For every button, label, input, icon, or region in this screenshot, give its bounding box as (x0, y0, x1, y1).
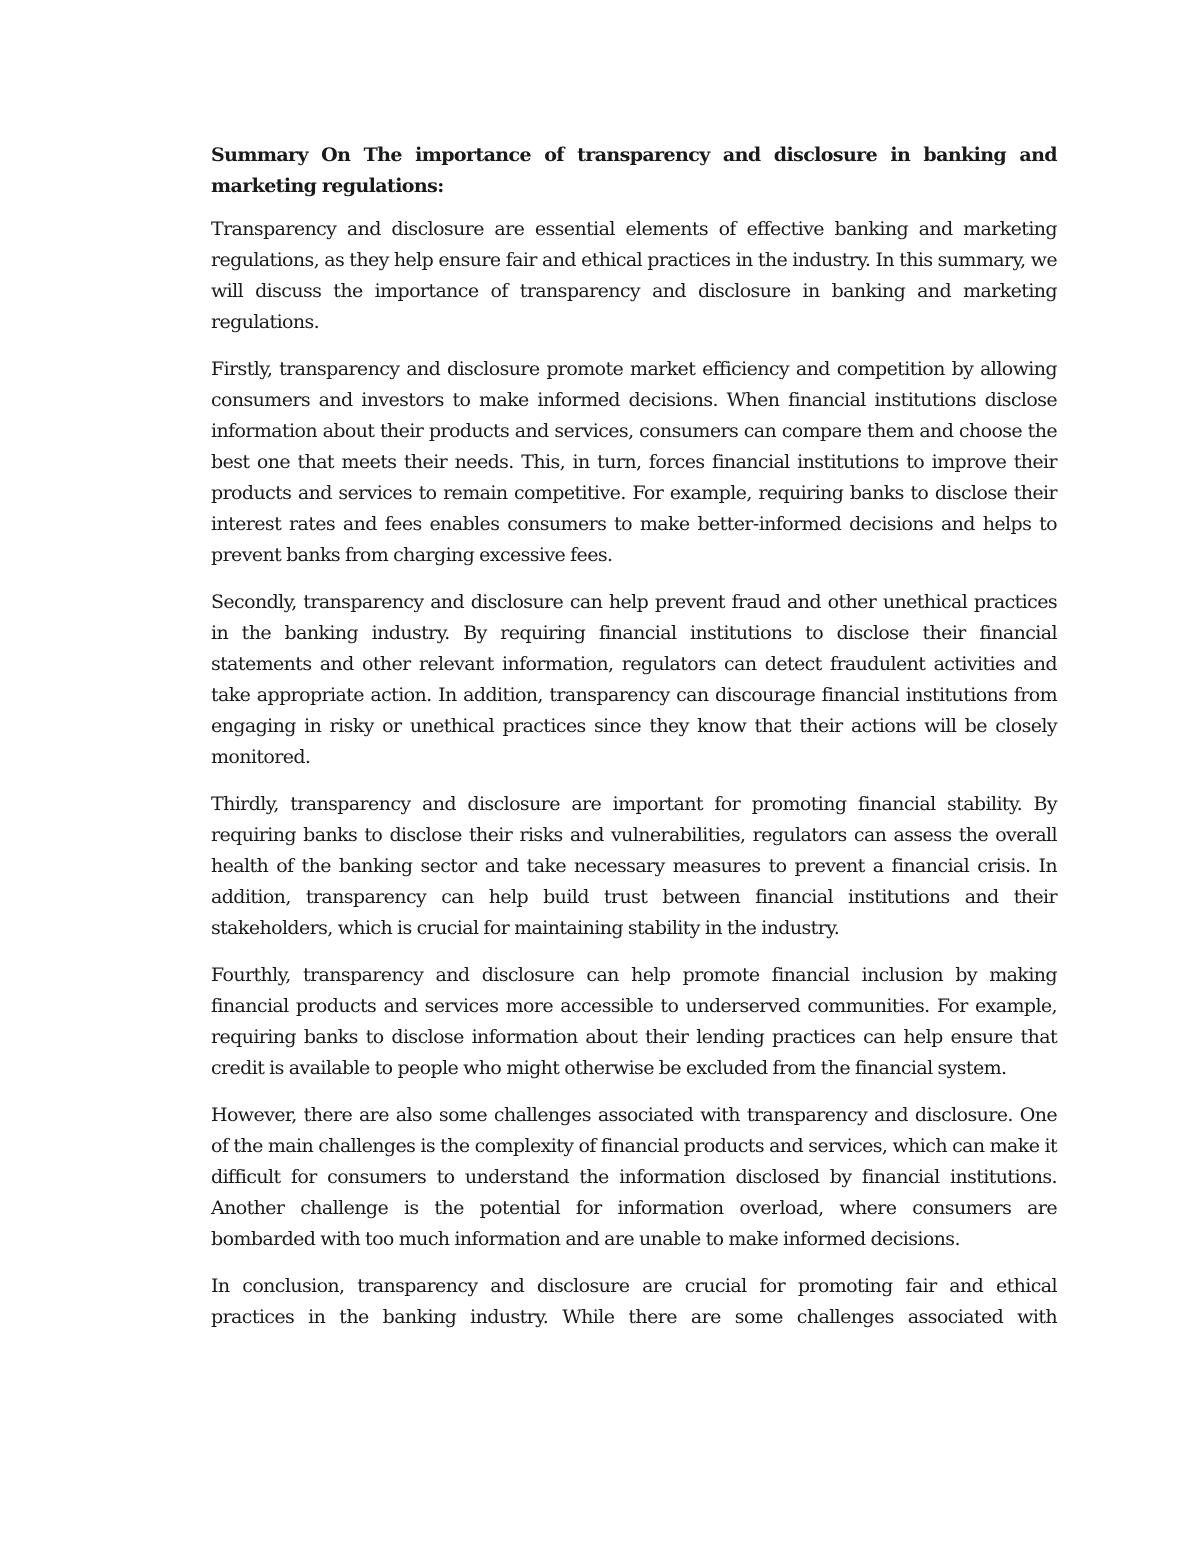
document-title: Summary On The importance of transparency and disclosure in banking and marketing regulations: (211, 144, 1057, 197)
paragraph-challenges: However, there are also some challenges associated with transparency and disclosure. One of the main challenges is the complexity of financial products and services, which can make it difficult for consumers to understand the information disclosed by financial institutions. Another challenge is the potential for information overload, where consumers are bombarded with too much information and are unable to make informed decisions. (211, 1104, 1057, 1250)
paragraph-secondly: Secondly, transparency and disclosure can help prevent fraud and other unethical practices in the banking industry. By requiring financial institutions to disclose their financial statements and other relevant information, regulators can detect fraudulent activities and take appropriate action. In addition, transparency can discourage financial institutions from engaging in risky or unethical practices since they know that their actions will be closely monitored. (211, 591, 1057, 768)
paragraph-fourthly: Fourthly, transparency and disclosure can help promote financial inclusion by making financial products and services more accessible to underserved communities. For example, requiring banks to disclose information about their lending practices can help ensure that credit is available to people who might otherwise be excluded from the financial system. (211, 964, 1057, 1079)
document-body (211, 140, 1057, 1333)
paragraph-introduction: Transparency and disclosure are essential elements of effective banking and marketing regulations, as they help ensure fair and ethical practices in the industry. In this summary, we will discuss the importance of transparency and disclosure in banking and marketing regulations. (211, 218, 1057, 333)
paragraph-conclusion-text: In conclusion, transparency and disclosure are crucial for promoting fair and ethical practices in the banking industry. While there are some challenges associated with (211, 1275, 1057, 1328)
paragraph-conclusion (211, 1271, 1057, 1333)
paragraph-thirdly: Thirdly, transparency and disclosure are important for promoting financial stability. By requiring banks to disclose their risks and vulnerabilities, regulators can assess the overall health of the banking sector and take necessary measures to prevent a financial crisis. In addition, transparency can help build trust between financial institutions and their stakeholders, which is crucial for maintaining stability in the industry. (211, 793, 1057, 939)
paragraph-firstly: Firstly, transparency and disclosure promote market efficiency and competition by allowing consumers and investors to make informed decisions. When financial institutions disclose information about their products and services, consumers can compare them and choose the best one that meets their needs. This, in turn, forces financial institutions to improve their products and services to remain competitive. For example, requiring banks to disclose their interest rates and fees enables consumers to make better-informed decisions and helps to prevent banks from charging excessive fees. (211, 358, 1057, 566)
